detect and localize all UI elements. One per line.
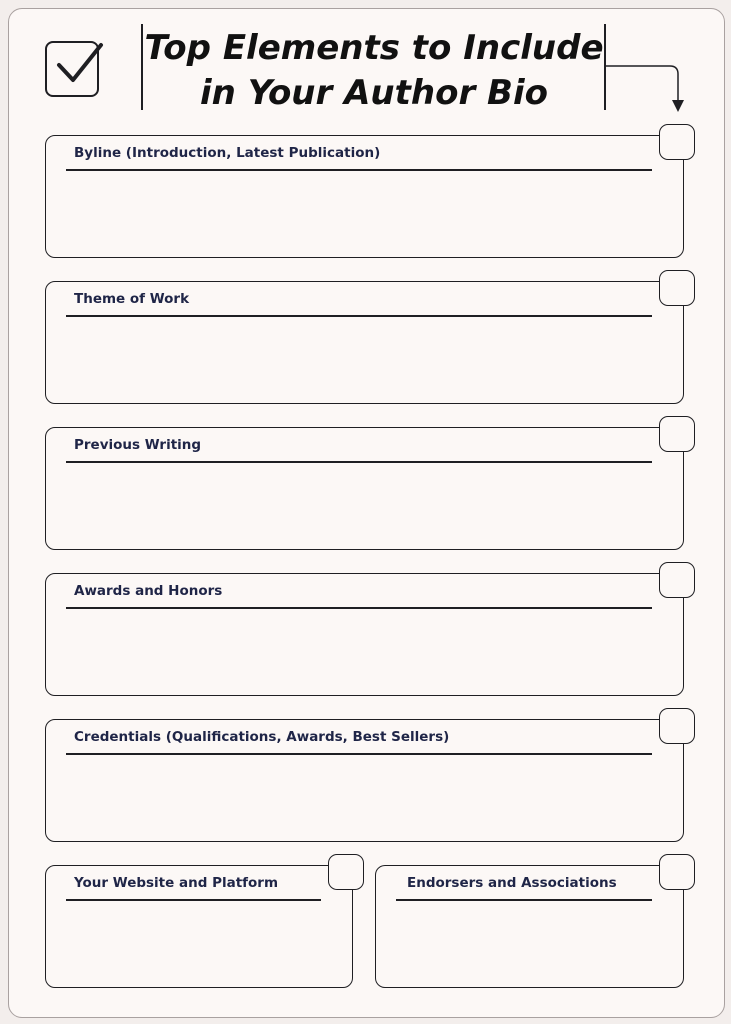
checkmark-logo-icon [45, 41, 99, 97]
underline [66, 899, 321, 901]
underline [66, 169, 652, 171]
underline [396, 899, 652, 901]
section-label: Awards and Honors [74, 583, 223, 599]
section-awards-and-honors[interactable] [45, 573, 684, 696]
page-title-line-1: Top Elements to Include [144, 28, 604, 68]
section-previous-writing[interactable] [45, 427, 684, 550]
page-title [143, 26, 605, 116]
underline [66, 607, 652, 609]
checkbox-icon[interactable] [659, 124, 695, 160]
section-endorsers-and-associations[interactable] [375, 865, 684, 988]
section-label: Endorsers and Associations [407, 875, 617, 891]
section-label: Your Website and Platform [74, 875, 279, 891]
underline [66, 753, 652, 755]
arrow-down-icon [604, 64, 694, 116]
section-label: Byline (Introduction, Latest Publication) [74, 145, 381, 161]
section-label: Credentials (Qualifications, Awards, Best Sellers) [74, 729, 450, 745]
checkbox-icon[interactable] [659, 416, 695, 452]
section-label: Theme of Work [74, 291, 190, 307]
checkbox-icon[interactable] [659, 708, 695, 744]
checkbox-icon[interactable] [659, 562, 695, 598]
section-credentials[interactable] [45, 719, 684, 842]
section-label: Previous Writing [74, 437, 202, 453]
underline [66, 461, 652, 463]
section-website-and-platform[interactable] [45, 865, 353, 988]
section-byline[interactable] [45, 135, 684, 258]
page-title-line-2: in Your Author Bio [200, 73, 548, 113]
checkbox-icon[interactable] [659, 270, 695, 306]
section-theme-of-work[interactable] [45, 281, 684, 404]
checkbox-icon[interactable] [659, 854, 695, 890]
underline [66, 315, 652, 317]
checkbox-icon[interactable] [328, 854, 364, 890]
